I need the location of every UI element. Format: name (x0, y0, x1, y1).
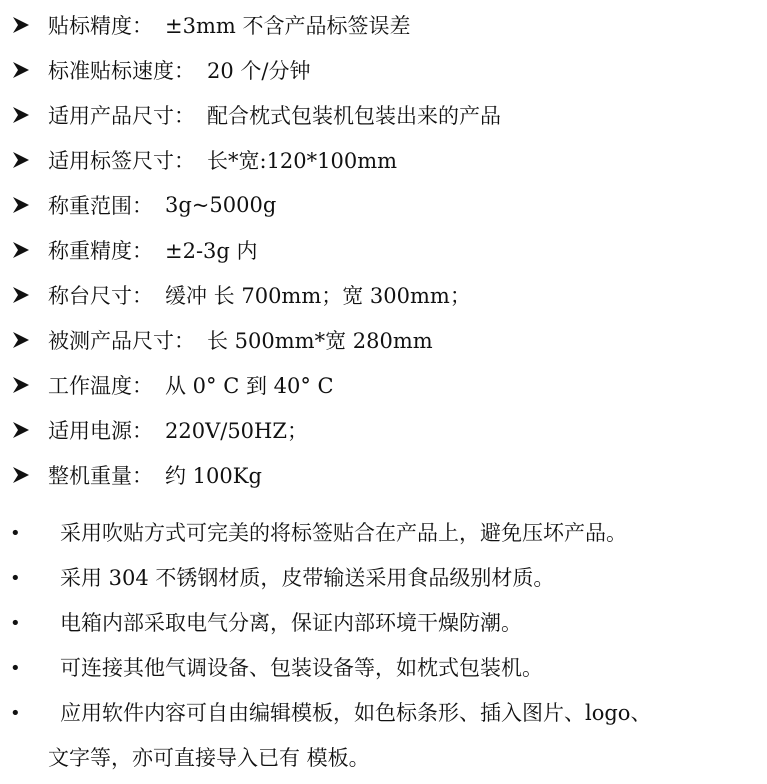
feature-text: 采用 304 不锈钢材质，皮带输送采用食品级别材质。 (60, 566, 555, 590)
spec-value: 3g~5000g (165, 192, 277, 217)
spec-value: ±2-3g 内 (165, 238, 258, 263)
feature-item (10, 601, 760, 646)
spec-value: 长 500mm*宽 280mm (207, 328, 433, 353)
arrow-bullet-icon (10, 194, 32, 216)
spec-row-measured-size (10, 317, 760, 362)
dot-bullet-icon: • (10, 568, 21, 589)
spec-row-weigh-accuracy (10, 227, 760, 272)
spec-row-temperature (10, 362, 760, 407)
spec-row-label-size (10, 137, 760, 182)
arrow-bullet-icon (10, 374, 32, 396)
arrow-bullet-icon (10, 149, 32, 171)
spec-row-weight (10, 452, 760, 497)
feature-text: 应用软件内容可自由编辑模板，如色标条形、插入图片、logo、 (60, 701, 652, 725)
arrow-bullet-icon (10, 14, 32, 36)
dot-bullet-icon: • (10, 523, 21, 544)
arrow-bullet-icon (10, 284, 32, 306)
spec-label: 适用标签尺寸： (48, 148, 195, 173)
dot-bullet-icon: • (10, 613, 21, 634)
arrow-bullet-icon (10, 104, 32, 126)
spec-label: 适用电源： (48, 418, 153, 443)
feature-item (10, 691, 760, 736)
spec-label: 标准贴标速度： (48, 58, 195, 83)
dot-bullet-icon: • (10, 703, 21, 724)
spec-label: 工作温度： (48, 373, 153, 398)
arrow-bullet-icon (10, 419, 32, 441)
arrow-bullet-icon (10, 464, 32, 486)
spec-row-accuracy (10, 2, 760, 47)
feature-text: 电箱内部采取电气分离，保证内部环境干燥防潮。 (60, 611, 522, 635)
spec-value: 20 个/分钟 (207, 58, 311, 83)
dot-bullet-icon: • (10, 658, 21, 679)
spec-label: 贴标精度： (48, 13, 153, 38)
feature-item (10, 511, 760, 556)
feature-continuation: 文字等，亦可直接导入已有 模板。 (48, 746, 370, 770)
spec-label: 被测产品尺寸： (48, 328, 195, 353)
spec-row-product-size (10, 92, 760, 137)
spec-value: 220V/50HZ； (165, 418, 308, 443)
spec-value: 缓冲 长 700mm；宽 300mm； (165, 283, 471, 308)
feature-list (10, 511, 760, 781)
spec-label: 整机重量： (48, 463, 153, 488)
spec-value: 从 0° C 到 40° C (165, 373, 334, 398)
spec-row-speed (10, 47, 760, 92)
spec-value: 长*宽:120*100mm (207, 148, 398, 173)
feature-item (10, 556, 760, 601)
feature-text: 可连接其他气调设备、包装设备等，如枕式包装机。 (60, 656, 543, 680)
arrow-bullet-icon (10, 329, 32, 351)
spec-label: 称重范围： (48, 193, 153, 218)
spec-label: 适用产品尺寸： (48, 103, 195, 128)
spec-value: 配合枕式包装机包装出来的产品 (207, 103, 501, 128)
arrow-bullet-icon (10, 59, 32, 81)
spec-list (10, 2, 760, 497)
spec-row-power (10, 407, 760, 452)
spec-value: 约 100Kg (165, 463, 262, 488)
feature-text: 采用吹贴方式可完美的将标签贴合在产品上，避免压坏产品。 (60, 521, 627, 545)
spec-row-weigh-range (10, 182, 760, 227)
arrow-bullet-icon (10, 239, 32, 261)
feature-item (10, 646, 760, 691)
spec-value: ±3mm 不含产品标签误差 (165, 13, 411, 38)
spec-label: 称台尺寸： (48, 283, 153, 308)
spec-row-platform-size (10, 272, 760, 317)
spec-label: 称重精度： (48, 238, 153, 263)
